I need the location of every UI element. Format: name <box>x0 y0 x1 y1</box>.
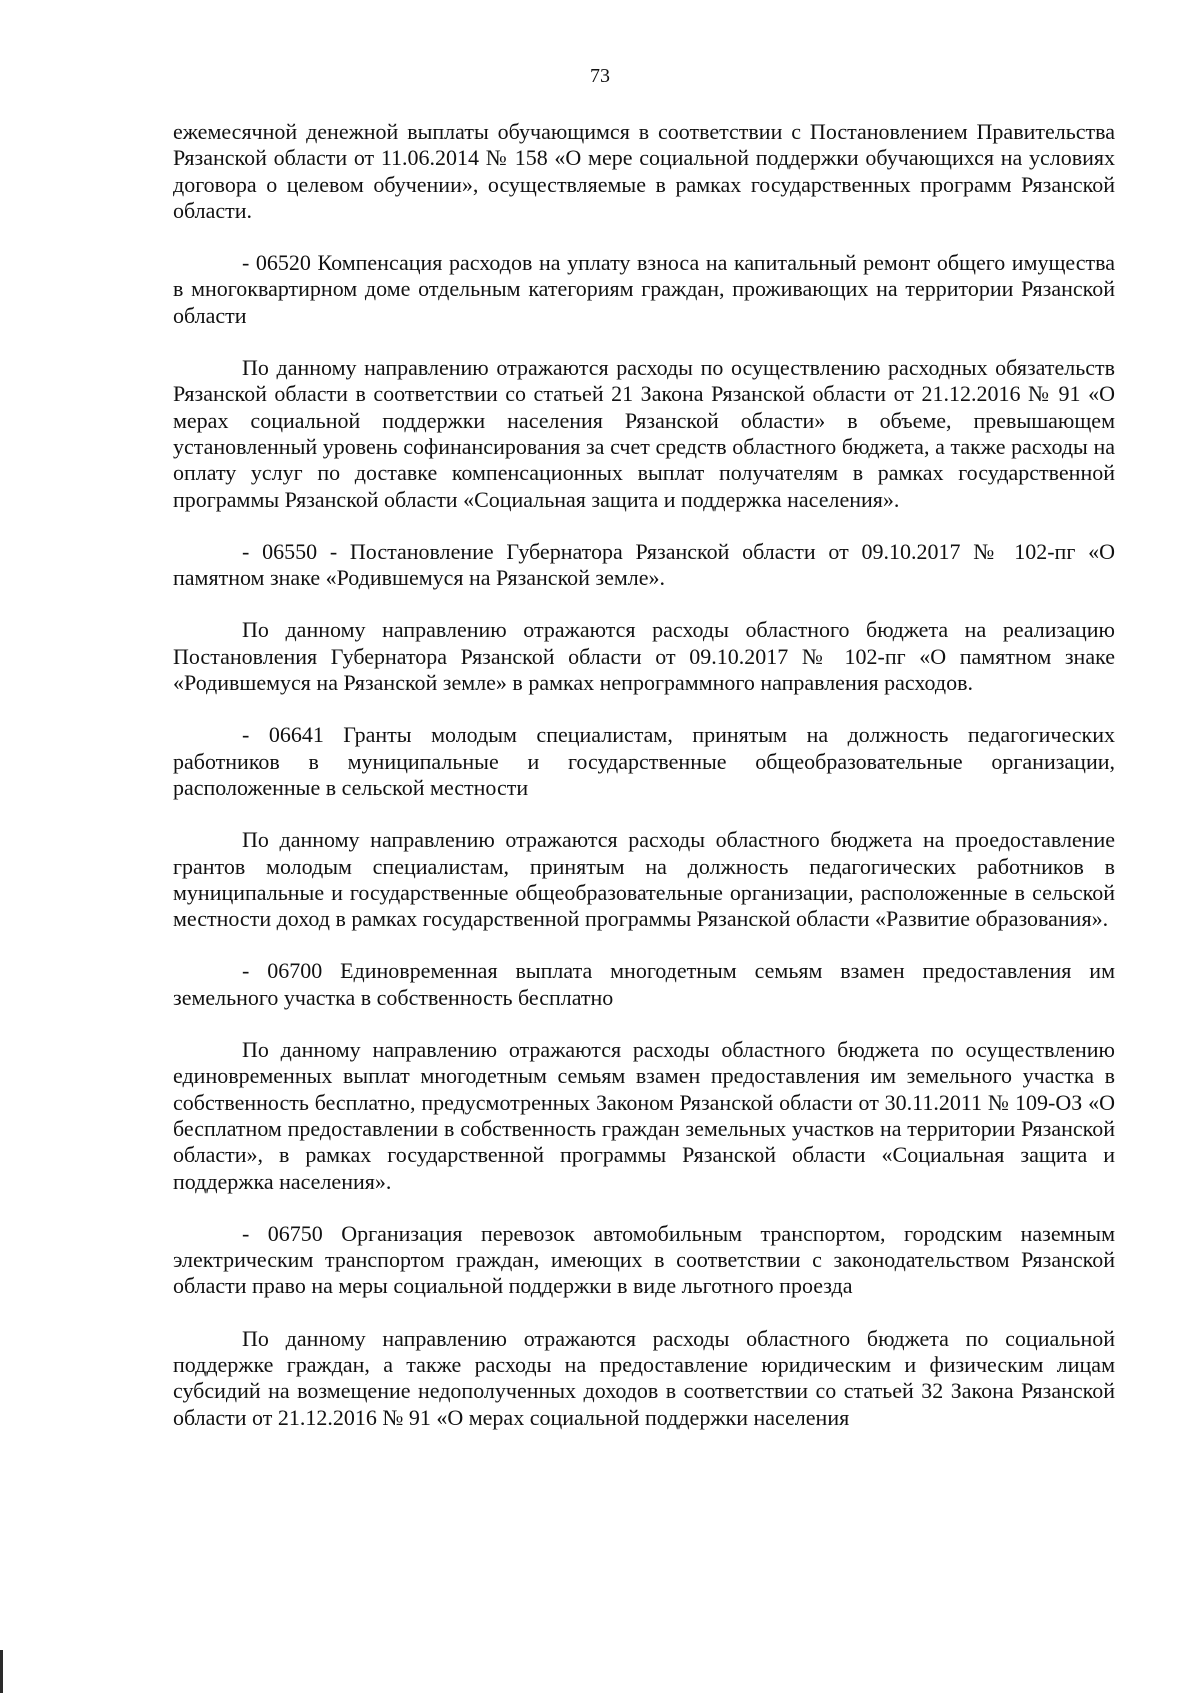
budget-code-heading-06520: - 06520 Компенсация расходов на уплату взноса на капитальный ремонт общего имущества в многоквартирном доме отдельным категориям граждан, проживающих на территории Рязанской области <box>173 250 1115 328</box>
paragraph-06520-description: По данному направлению отражаются расходы по осуществлению расходных обязательств Рязанской области в соответствии со статьей 21 Закона Рязанской области от 21.12.2016 № 91 «О мерах социальной поддержки населения Рязанской области» в объеме, превышающем установленный уровень софинансирования за счет средств областного бюджета, а также расходы на оплату услуг по доставке компенсационных выплат получателям в рамках государственной программы Рязанской области «Социальная защита и поддержка населения». <box>173 355 1115 512</box>
budget-code-heading-06750: - 06750 Организация перевозок автомобильным транспортом, городским наземным электрическим транспортом граждан, имеющих в соответствии с законодательством Рязанской области право на меры социальной поддержки в виде льготного проезда <box>173 1220 1115 1299</box>
paragraph-06750-description: По данному направлению отражаются расходы областного бюджета по социальной поддержке граждан, а также расходы на предоставление юридическим и физическим лицам субсидий на возмещение недополученных доходов в соответствии со статьей 32 Закона Рязанской области от 21.12.2016 № 91 «О мерах социальной поддержки населения <box>173 1325 1115 1430</box>
scan-edge-mark <box>0 1650 3 1693</box>
paragraph-06641-description: По данному направлению отражаются расходы областного бюджета на проедоставление грантов молодым специалистам, принятым на должность педагогических работников в муниципальные и государственные общеобразовательные организации, расположенные в сельской местности доход в рамках государственной программы Рязанской области «Развитие образования». <box>173 827 1115 932</box>
budget-code-heading-06700: - 06700 Единовременная выплата многодетным семьям взамен предоставления им земельного участка в собственность бесплатно <box>173 958 1115 1010</box>
budget-code-heading-06550: - 06550 - Постановление Губернатора Рязанской области от 09.10.2017 № 102-пг «О памятном знаке «Родившемуся на Рязанской земле». <box>173 538 1115 591</box>
document-body <box>173 119 1115 1431</box>
page-number: 73 <box>590 65 610 87</box>
paragraph-06550-description: По данному направлению отражаются расходы областного бюджета на реализацию Постановления Губернатора Рязанской области от 09.10.2017 № 102-пг «О памятном знаке «Родившемуся на Рязанской земле» в рамках непрограммного направления расходов. <box>173 617 1115 696</box>
paragraph-06700-description: По данному направлению отражаются расходы областного бюджета по осуществлению единовременных выплат многодетным семьям взамен предоставления им земельного участка в собственность бесплатно, предусмотренных Законом Рязанской области от 30.11.2011 № 109-ОЗ «О бесплатном предоставлении в собственность граждан земельных участков на территории Рязанской области», в рамках государственной программы Рязанской области «Социальная защита и поддержка населения». <box>173 1037 1115 1194</box>
paragraph-continuation: ежемесячной денежной выплаты обучающимся в соответствии с Постановлением Правительства Рязанской области от 11.06.2014 № 158 «О мере социальной поддержки обучающихся на условиях договора о целевом обучении», осуществляемые в рамках государственных программ Рязанской области. <box>173 119 1115 223</box>
budget-code-heading-06641: - 06641 Гранты молодым специалистам, принятым на должность педагогических работников в муниципальные и государственные общеобразовательные организации, расположенные в сельской местности <box>173 722 1115 800</box>
